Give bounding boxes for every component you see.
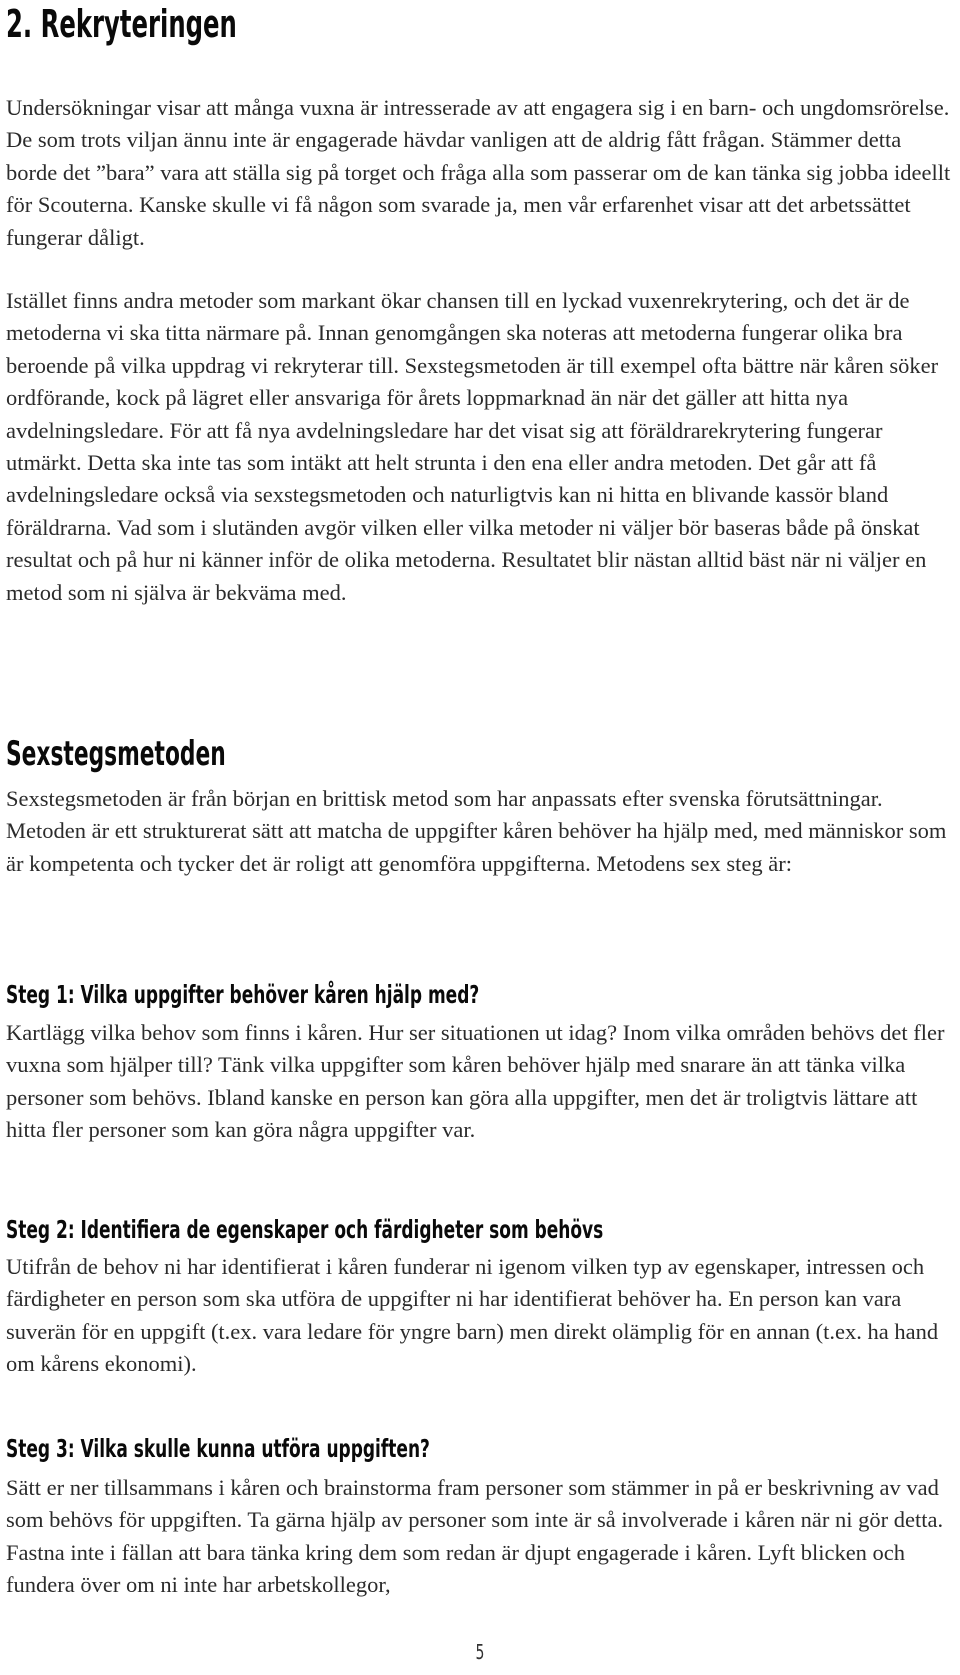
step-3-title: Steg 3: Vilka skulle kunna utföra uppgiften?: [6, 1434, 430, 1463]
intro-paragraph-2: Istället finns andra metoder som markant ökar chansen till en lyckad vuxenrekrytering, och det är de metoderna vi ska titta närmare på. Innan genomgången ska noteras att metoderna fungerar olika bra beroende på vilka uppdrag vi rekryterar till. Sexstegsmetoden är till exempel ofta bättre när kåren söker ordförande, kock på lägret eller ansvariga för årets loppmarknad än när det gäller att hitta nya avdelningsledare. För att få nya avdelningsledare har det visat sig att föräldrarekrytering fungerar utmärkt. Detta ska inte tas som intäkt att helt strunta i den ena eller andra metoden. Det går att få avdelningsledare också via sexstegsmetoden och naturligtvis kan ni hitta en blivande kassör bland föräldrarna. Vad som i slutänden avgör vilken eller vilka metoder ni väljer bör baseras både på önskat resultat och på hur ni känner inför de olika metoderna. Resultatet blir nästan alltid bäst när ni väljer en metod som ni själva är bekväma med.: [6, 288, 939, 605]
step-1-text: Kartlägg vilka behov som finns i kåren. Hur ser situationen ut idag? Inom vilka områden behövs det fler vuxna som hjälper till? Tänk vilka uppgifter som kåren behöver hjälp med snarare än att tänka vilka personer som behövs. Ibland kanske en person kan göra alla uppgifter, men det är troligtvis lättare att hitta fler personer som kan göra några uppgifter var.: [6, 1020, 945, 1143]
section-paragraph: Sexstegsmetoden är från början en brittisk metod som har anpassats efter svenska förutsättningar. Metoden är ett strukturerat sätt att matcha de uppgifter kåren behöver ha hjälp med, med människor som är kompetenta och tycker det är roligt att genomföra uppgifterna. Metodens sex steg är:: [6, 786, 947, 876]
section-title: Sexstegsmetoden: [6, 734, 226, 774]
step-1-title: Steg 1: Vilka uppgifter behöver kåren hjälp med?: [6, 980, 480, 1009]
step-3-text: Sätt er ner tillsammans i kåren och brainstorma fram personer som stämmer in på er beskrivning av vad som behövs för uppgiften. Ta gärna hjälp av personer som inte är så involverade i kåren när ni gör detta. Fastna inte i fällan att bara tänka kring dem som redan är djupt engagerade i kåren. Lyft blicken och fundera över om ni inte har arbetskollegor,: [6, 1475, 944, 1598]
step-2-text: Utifrån de behov ni har identifierat i kåren funderar ni igenom vilken typ av egenskaper, intressen och färdigheter en person som ska utföra de uppgifter ni har identifierat behöver ha. En person kan vara suverän för en uppgift (t.ex. vara ledare för yngre barn) men direkt olämplig för en annan (t.ex. ha hand om kårens ekonomi).: [6, 1254, 939, 1377]
page-number: 5: [475, 1640, 485, 1664]
chapter-title: 2. Rekryteringen: [6, 2, 237, 46]
step-2-title: Steg 2: Identifiera de egenskaper och färdigheter som behövs: [6, 1215, 604, 1244]
intro-paragraph-1: Undersökningar visar att många vuxna är intresserade av att engagera sig i en barn- och ungdomsrörelse. De som trots viljan ännu inte är engagerade hävdar vanligen att de aldrig fått frågan. Stämmer detta borde det ”bara” vara att ställa sig på torget och fråga alla som passerar om de kan tänka sig jobba ideellt för Scouterna. Kanske skulle vi få någon som svarade ja, men vår erfarenhet visar att det arbetssättet fungerar dåligt.: [6, 95, 951, 250]
